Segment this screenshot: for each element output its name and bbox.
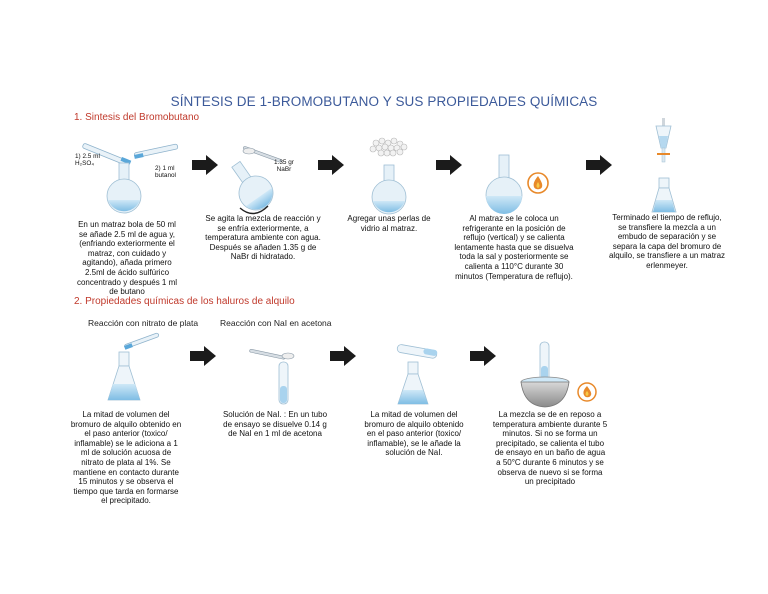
- s2-step-2-caption: Solución de NaI. : En un tubo de ensayo se disuelve 0.14 g de NaI en 1 ml de acetona: [222, 410, 328, 439]
- erlenmeyer-flask-1: [652, 178, 676, 212]
- label-h2so4-formula: H₂SO₄: [75, 160, 94, 167]
- arrow-3-4: [436, 155, 462, 175]
- label-nabr-amount: 1.35 gr: [274, 159, 294, 166]
- step-1-caption: En un matraz bola de 50 ml se añade 2.5 ml de agua y, (enfriando exteriormente el matraz, con cuidado y agitando), añada primero 2.5ml de ácido sulfúrico concentrado y después 1 ml de butano: [76, 220, 178, 297]
- step-5-caption: Terminado el tiempo de reflujo, se transfiere la mezcla a un embudo de separación y se separa la capa del bromuro de alquilo, se transfiere a un matraz erlenmeyer.: [608, 213, 726, 270]
- glass-beads: [370, 138, 407, 156]
- label-butanol-amount: 2) 1 ml: [155, 165, 175, 172]
- fire-icon: [528, 173, 548, 193]
- step-3-caption: Agregar unas perlas de vidrio al matraz.: [347, 214, 431, 233]
- separatory-funnel: [656, 118, 671, 162]
- erlenmeyer-flask-3: [398, 362, 428, 404]
- label-butanol: [155, 165, 176, 179]
- step-2-caption: Se agita la mezcla de reacción y se enfría exteriormente, a temperatura ambiente con agua. Después se añaden 1.35 g de NaBr di hidratado.: [205, 214, 321, 262]
- page-title: SÍNTESIS DE 1-BROMOBUTANO Y SUS PROPIEDADES QUÍMICAS: [170, 94, 598, 109]
- section-2-heading: 2. Propiedades químicas de los haluros de alquilo: [74, 296, 295, 307]
- test-tube-1: [279, 362, 288, 404]
- erlenmeyer-flask-2: [108, 352, 140, 400]
- round-flask-3: [372, 165, 406, 214]
- test-tube-2: [397, 344, 438, 359]
- label-h2so4: [75, 153, 100, 167]
- step-4-caption: Al matraz se le coloca un refrigerante en la posición de reflujo (vertical) y se calienta lentamente hasta que se disuelva toda la sal y posteriormente se calienta a 110°C durante 30 minutos (Temperatura de reflujo).: [454, 214, 574, 281]
- subheading-nai-acetone: Reacción con NaI en acetona: [220, 318, 332, 328]
- round-flask-1: [107, 163, 141, 213]
- pipette-butanol: [134, 144, 178, 159]
- s2-step-3-caption: La mitad de volumen del bromuro de alquilo obtenido en el paso anterior (toxico/ inflamable), se le añade la solución de NaI.: [364, 410, 464, 458]
- label-h2so4-amount: 1) 2.5 ml: [75, 153, 100, 160]
- arrow-s2-3-4: [470, 346, 496, 366]
- arrow-4-5: [586, 155, 612, 175]
- arrow-2-3: [318, 155, 344, 175]
- fire-icon-2: [578, 383, 596, 401]
- round-flask-4: [486, 155, 522, 214]
- s2-step-1-caption: La mitad de volumen del bromuro de alquilo obtenido en el paso anterior (toxico/ inflamable) se le adiciona a 1 ml de solución acuosa de nitrato de plata al 1%. Se mantiene en contacto durante 15 minutos y se observa el tiempo que tarda en formarse el precipitado.: [70, 410, 182, 506]
- round-flask-2: [222, 155, 280, 217]
- s2-step-4-caption: La mezcla se de en reposo a temperatura ambiente durante 5 minutos. Si no se forma un precipitado, se calienta el tubo de ensayo en un baño de agua a 50°C durante 6 minutos y se observa de nuevo si se forma un precipitado: [492, 410, 608, 487]
- label-nabr-formula: NaBr: [276, 166, 292, 173]
- label-butanol-name: butanol: [155, 172, 176, 179]
- subheading-silver-nitrate: Reacción con nitrato de plata: [88, 318, 199, 328]
- water-bath-bowl: [521, 377, 569, 407]
- section-1-heading: 1. Sintesis del Bromobutano: [74, 112, 200, 123]
- label-nabr: [274, 159, 294, 173]
- pipette-s2-1: [124, 333, 159, 350]
- arrow-s2-2-3: [330, 346, 356, 366]
- arrow-1-2: [192, 155, 218, 175]
- spatula-nai: [249, 349, 294, 359]
- arrow-s2-1-2: [190, 346, 216, 366]
